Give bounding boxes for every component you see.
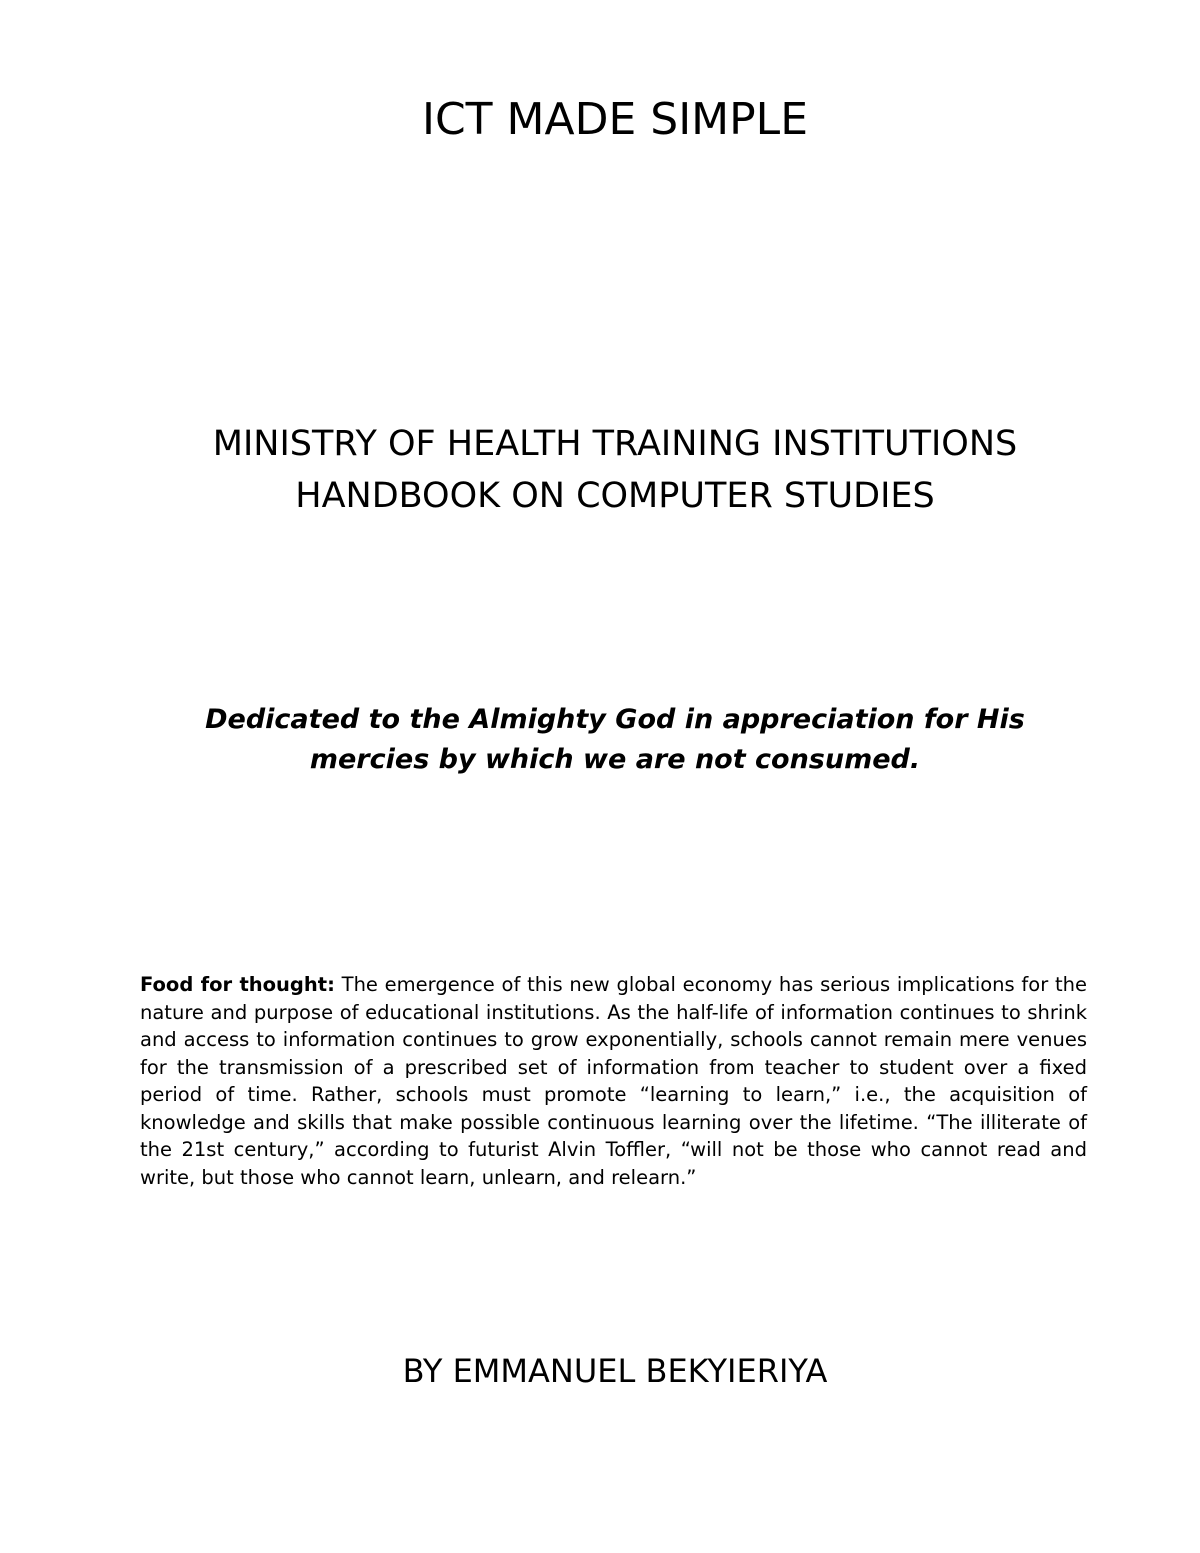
dedication-line-1: Dedicated to the Almighty God in appreciation for His [205,704,1025,735]
document-title: ICT MADE SIMPLE [421,94,808,145]
document-subtitle [140,418,1090,522]
dedication-line-2: mercies by which we are not consumed. [309,744,921,775]
subtitle-line-2: HANDBOOK ON COMPUTER STUDIES [295,476,935,516]
food-for-thought-paragraph [140,971,1087,1191]
author-byline: BY EMMANUEL BEKYIERIYA [402,1352,828,1390]
food-for-thought-text: The emergence of this new global economy has serious implications for the nature and purpose of educational institutions. As the half-life of information continues to shrink and access to information continues to grow exponentially, schools cannot remain mere venues for the transmission of a prescribed set of information from teacher to student over a fixed period of time. Rather, schools must promote “learning to learn,” i.e., the acquisition of knowledge and skills that make possible continuous learning over the lifetime. “The illiterate of the 21st century,” according to futurist Alvin Toffler, “will not be those who cannot read and write, but those who cannot learn, unlearn, and relearn.” [140,973,1087,1189]
food-for-thought-label: Food for thought: [140,973,335,996]
dedication [140,700,1090,780]
subtitle-line-1: MINISTRY OF HEALTH TRAINING INSTITUTIONS [212,424,1018,464]
